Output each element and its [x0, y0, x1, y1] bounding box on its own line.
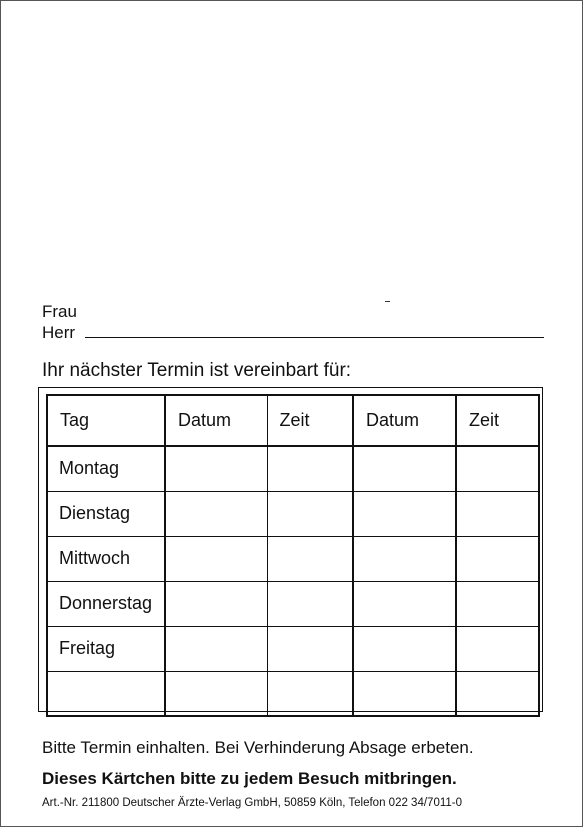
schedule-table	[46, 394, 540, 717]
date-cell[interactable]	[165, 581, 267, 626]
schedule-row-blank	[47, 671, 539, 716]
date-cell[interactable]	[165, 491, 267, 536]
date-cell[interactable]	[353, 491, 456, 536]
appointment-note: Bitte Termin einhalten. Bei Verhinderung Absage erbeten.	[42, 738, 474, 757]
day-label: Dienstag	[47, 491, 165, 536]
date-cell[interactable]	[353, 626, 456, 671]
day-label: Freitag	[47, 626, 165, 671]
publisher-footer: Art.-Nr. 211800 Deutscher Ärzte-Verlag GmbH, 50859 Köln, Telefon 022 34/7011-0	[42, 797, 462, 809]
header-tag: Tag	[47, 395, 165, 446]
time-cell[interactable]	[456, 671, 539, 716]
time-cell[interactable]	[456, 491, 539, 536]
schedule-row-dienstag	[47, 491, 539, 536]
time-cell[interactable]	[267, 671, 353, 716]
date-cell[interactable]	[353, 446, 456, 491]
schedule-row-mittwoch	[47, 536, 539, 581]
bring-card-note: Dieses Kärtchen bitte zu jedem Besuch mitbringen.	[42, 769, 457, 788]
date-cell[interactable]	[165, 536, 267, 581]
tick-mark	[385, 301, 390, 302]
date-cell[interactable]	[165, 671, 267, 716]
appointment-heading: Ihr nächster Termin ist vereinbart für:	[42, 360, 352, 381]
time-cell[interactable]	[456, 581, 539, 626]
header-zeit-2: Zeit	[456, 395, 539, 446]
schedule-row-montag	[47, 446, 539, 491]
header-zeit-1: Zeit	[267, 395, 353, 446]
schedule-row-donnerstag	[47, 581, 539, 626]
time-cell[interactable]	[267, 626, 353, 671]
time-cell[interactable]	[267, 491, 353, 536]
day-label: Montag	[47, 446, 165, 491]
time-cell[interactable]	[456, 446, 539, 491]
date-cell[interactable]	[353, 581, 456, 626]
date-cell[interactable]	[165, 446, 267, 491]
name-input-line[interactable]	[85, 337, 544, 338]
schedule-header-row	[47, 395, 539, 446]
time-cell[interactable]	[267, 581, 353, 626]
date-cell[interactable]	[353, 671, 456, 716]
header-datum-2: Datum	[353, 395, 456, 446]
header-datum-1: Datum	[165, 395, 267, 446]
day-label: Mittwoch	[47, 536, 165, 581]
day-label[interactable]	[47, 671, 165, 716]
schedule-row-freitag	[47, 626, 539, 671]
time-cell[interactable]	[456, 626, 539, 671]
time-cell[interactable]	[267, 536, 353, 581]
date-cell[interactable]	[165, 626, 267, 671]
time-cell[interactable]	[456, 536, 539, 581]
salutation-frau: Frau	[42, 302, 77, 321]
salutation-herr: Herr	[42, 323, 76, 342]
time-cell[interactable]	[267, 446, 353, 491]
date-cell[interactable]	[353, 536, 456, 581]
day-label: Donnerstag	[47, 581, 165, 626]
